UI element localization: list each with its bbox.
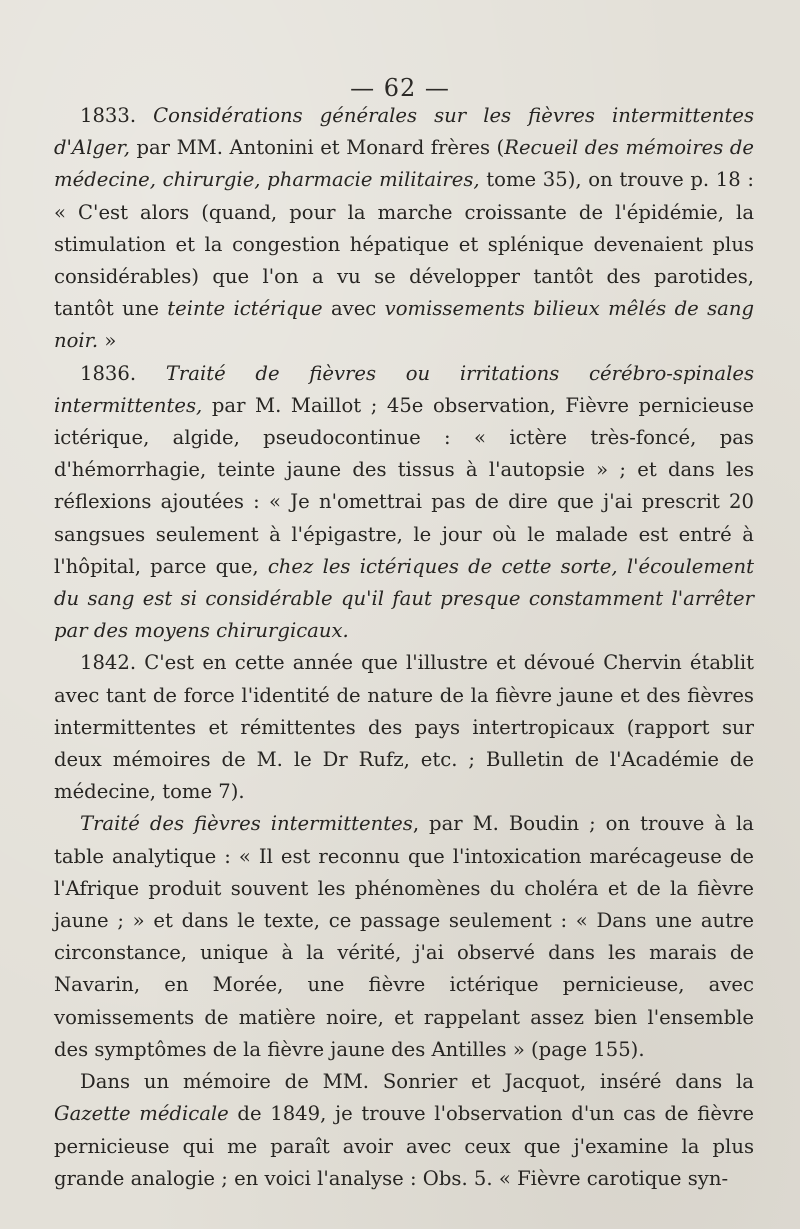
text-run: de 1849, je trouve l'observation d'un cas de fièvre pernicieuse qui me paraît avoir avec ceux que j'examine la plus grande analogie ; en voici l'analyse : Obs. 5. « Fièvre carotique syn- (54, 1102, 754, 1190)
italic-text-run: vomissements bilieux mêlés de sang noir. (54, 297, 755, 353)
text-run: 1836. (80, 361, 166, 385)
italic-text-run: Traité des fièvres intermittentes (80, 812, 413, 836)
paragraph-sonrier-jacquot (54, 1066, 754, 1195)
text-run: tome 35), on trouve p. 18 : « C'est alors (quand, pour la marche croissante de l'épidémie, la stimulation et la congestion hépatique et splénique devenaient plus considérables) que l'on a vu se développer tantôt des parotides, tantôt une (54, 168, 754, 321)
paragraph-boudin (54, 808, 754, 1066)
italic-text-run: Gazette médicale (54, 1102, 229, 1126)
text-run: Dans un mémoire de MM. Sonrier et Jacquot, inséré dans la (80, 1070, 754, 1094)
body-text (54, 100, 754, 1195)
italic-text-run: Recueil des mémoires de médecine, chirurgie, pharmacie militaires, (54, 136, 754, 192)
paragraph-1842 (54, 647, 754, 808)
italic-text-run: chez les ictériques de cette sorte, l'écoulement du sang est si considérable qu'il faut presque constamment l'arrêter par des moyens chirurgicaux. (54, 554, 754, 643)
italic-text-run: Considérations générales sur les fièvres intermittentes d'Alger, (54, 104, 755, 160)
italic-text-run: Traité de fièvres ou irritations cérébro-spinales intermittentes, (54, 361, 754, 417)
paragraph-1833 (54, 100, 754, 358)
text-run: par MM. Antonini et Monard frères ( (129, 136, 505, 160)
text-run: avec (322, 297, 385, 321)
text-run: 1833. (80, 104, 154, 127)
italic-text-run: teinte ictérique (167, 297, 323, 321)
text-run: 1842. C'est en cette année que l'illustre et dévoué Chervin établit avec tant de force l'identité de nature de la fièvre jaune et des fièvres intermittentes et rémittentes des pays intertropicaux (rapport sur deux mémoires de M. le Dr Rufz, etc. ; Bulletin de l'Académie de médecine, tome 7). (54, 651, 754, 804)
text-run: , par M. Boudin ; on trouve à la table analytique : « Il est reconnu que l'intoxication marécageuse de l'Afrique produit souvent les phénomènes du choléra et de la fièvre jaune ; » et dans le texte, ce passage seulement : « Dans une autre circonstance, unique à la vérité, j'ai observé dans les marais de Navarin, en Morée, une fièvre ictérique pernicieuse, avec vomissements de matière noire, et rappelant assez bien l'ensemble des symptômes de la fièvre jaune des Antilles » (page 155). (54, 812, 754, 1061)
text-run: par M. Maillot ; 45e observation, Fièvre pernicieuse ictérique, algide, pseudocontinue : « ictère très-foncé, pas d'hémorrhagie, teinte jaune des tissus à l'autopsie » ; et dans les réflexions ajoutées : « Je n'omettrai pas de dire que j'ai prescrit 20 sangsues seulement à l'épigastre, le jour où le malade est entré à l'hôpital, parce que, (54, 393, 754, 578)
text-run: » (98, 329, 117, 353)
paragraph-1836 (54, 358, 754, 648)
page-number: — 62 — (350, 74, 450, 102)
